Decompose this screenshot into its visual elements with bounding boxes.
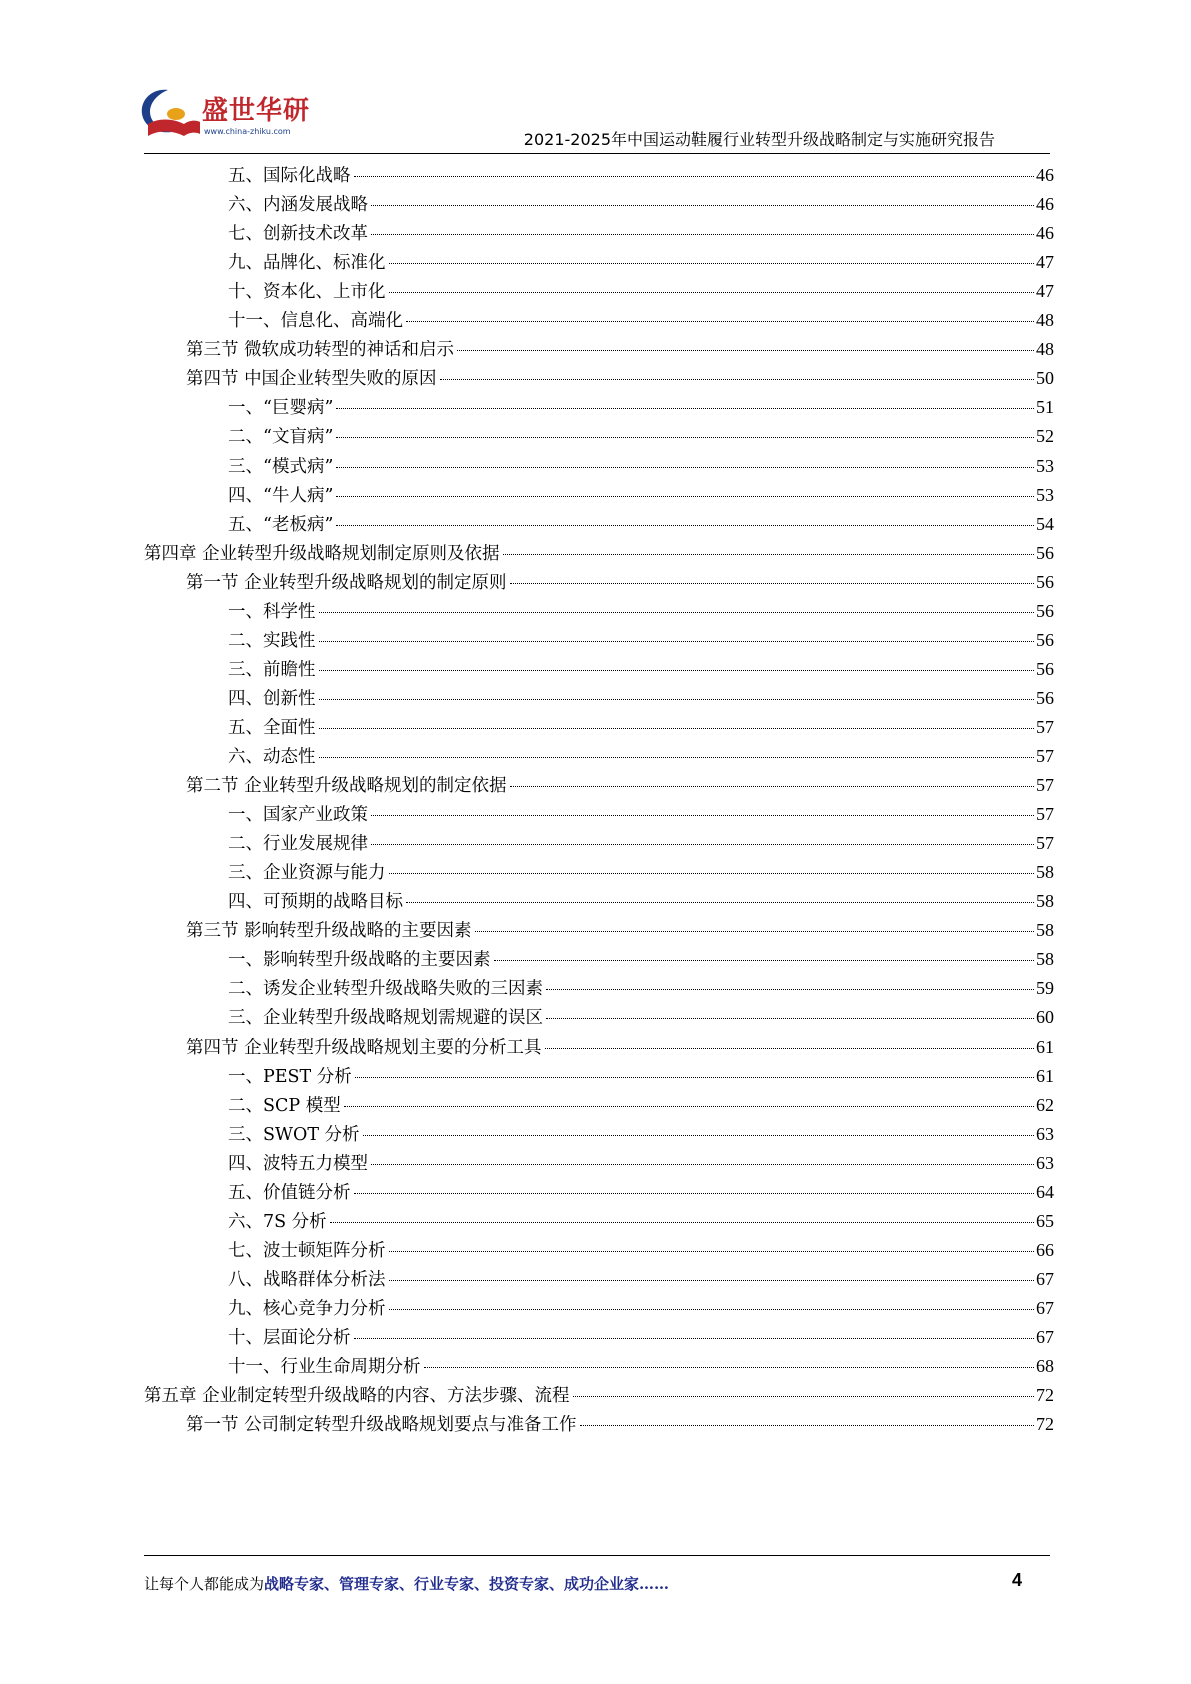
toc-entry-page: 57 <box>1036 746 1054 766</box>
toc-entry-label: 三、“模式病” <box>228 456 334 477</box>
toc-entry-page: 52 <box>1036 426 1054 447</box>
toc-leader-dots <box>371 815 1034 816</box>
toc-entry[interactable] <box>228 857 1054 888</box>
toc-entry-label: 五、全面性 <box>228 717 316 738</box>
toc-entry-page: 56 <box>1036 658 1054 679</box>
toc-entry-label: 二、SCP 模型 <box>228 1095 341 1116</box>
toc-leader-dots <box>319 641 1035 642</box>
toc-entry-label: 第三节 微软成功转型的神话和启示 <box>186 340 455 361</box>
toc-leader-dots <box>475 931 1034 932</box>
toc-entry-page: 67 <box>1036 1297 1054 1318</box>
toc-leader-dots <box>330 1222 1034 1223</box>
toc-leader-dots <box>354 1193 1035 1194</box>
toc-entry-label: 三、SWOT 分析 <box>228 1124 360 1145</box>
toc-entry-page: 64 <box>1036 1181 1054 1202</box>
toc-leader-dots <box>580 1425 1034 1426</box>
toc-leader-dots <box>546 1018 1034 1019</box>
toc-entry-page: 56 <box>1036 571 1054 592</box>
toc-entry-label: 二、实践性 <box>228 630 316 651</box>
toc-entry-label: 五、国际化战略 <box>228 166 351 186</box>
toc-entry-page: 46 <box>1036 223 1054 244</box>
toc-leader-dots <box>336 437 1034 438</box>
toc-entry[interactable] <box>228 654 1054 685</box>
toc-entry-label: 六、7S 分析 <box>228 1211 327 1232</box>
toc-entry[interactable] <box>186 1032 1054 1063</box>
toc-entry-page: 66 <box>1036 1239 1054 1260</box>
toc-entry-page: 56 <box>1036 542 1054 563</box>
toc-entry-label: 第四节 中国企业转型失败的原因 <box>186 369 437 390</box>
toc-entry[interactable] <box>228 1090 1054 1121</box>
footer-slogan-highlight: 战略专家、管理专家、行业专家、投资专家、成功企业家…… <box>264 1575 670 1593</box>
toc-entry[interactable] <box>228 712 1054 743</box>
toc-entry-page: 47 <box>1036 252 1054 273</box>
toc-entry-label: 二、行业发展规律 <box>228 834 368 855</box>
toc-leader-dots <box>355 1077 1034 1078</box>
toc-entry-label: 一、PEST 分析 <box>228 1066 352 1087</box>
toc-entry-label: 第二节 企业转型升级战略规划的制定依据 <box>186 776 507 797</box>
toc-entry[interactable] <box>228 1322 1054 1353</box>
toc-leader-dots <box>336 408 1034 409</box>
toc-entry[interactable] <box>228 189 1054 220</box>
toc-entry[interactable] <box>144 1380 1054 1411</box>
toc-entry-page: 72 <box>1036 1385 1054 1406</box>
toc-entry-label: 四、“牛人病” <box>228 485 334 506</box>
toc-entry-page: 67 <box>1036 1327 1054 1347</box>
toc-entry-page: 61 <box>1036 1036 1054 1057</box>
toc-entry-label: 第一节 企业转型升级战略规划的制定原则 <box>186 572 507 593</box>
toc-leader-dots <box>424 1367 1035 1368</box>
footer-divider <box>144 1555 1050 1556</box>
toc-entry[interactable] <box>228 276 1054 307</box>
toc-entry-label: 四、创新性 <box>228 688 316 709</box>
toc-entry[interactable] <box>228 1148 1054 1179</box>
toc-leader-dots <box>319 670 1035 671</box>
toc-entry-page: 57 <box>1036 804 1054 825</box>
toc-entry[interactable] <box>228 160 1054 191</box>
toc-leader-dots <box>546 989 1034 990</box>
toc-entry[interactable] <box>228 421 1054 452</box>
toc-entry[interactable] <box>186 334 1054 365</box>
toc-entry-page: 61 <box>1036 1065 1054 1086</box>
toc-entry-label: 十一、行业生命周期分析 <box>228 1357 421 1378</box>
toc-entry[interactable] <box>228 305 1054 336</box>
toc-leader-dots <box>319 728 1035 729</box>
toc-entry-label: 一、科学性 <box>228 601 316 622</box>
toc-leader-dots <box>319 612 1035 613</box>
toc-leader-dots <box>389 292 1035 293</box>
toc-leader-dots <box>371 205 1034 206</box>
brand-url: www.china-zhiku.com <box>204 127 291 136</box>
toc-entry[interactable] <box>228 1002 1054 1033</box>
toc-entry[interactable] <box>228 944 1054 975</box>
footer-slogan-prefix: 让每个人都能成为 <box>144 1575 265 1593</box>
toc-leader-dots <box>354 1338 1035 1339</box>
toc-entry-label: 第四节 企业转型升级战略规划主要的分析工具 <box>186 1037 542 1058</box>
toc-entry[interactable] <box>228 625 1054 656</box>
toc-entry-page: 62 <box>1036 1094 1054 1115</box>
toc-entry-label: 一、国家产业政策 <box>228 805 368 826</box>
toc-entry[interactable] <box>228 451 1054 482</box>
toc-entry[interactable] <box>228 596 1054 627</box>
toc-leader-dots <box>363 1135 1034 1136</box>
toc-entry-label: 六、内涵发展战略 <box>228 195 368 216</box>
toc-leader-dots <box>319 699 1035 700</box>
toc-leader-dots <box>573 1396 1034 1397</box>
toc-entry[interactable] <box>186 567 1054 598</box>
toc-entry-label: 九、品牌化、标准化 <box>228 253 386 274</box>
toc-entry[interactable] <box>228 509 1054 540</box>
toc-leader-dots <box>371 1164 1034 1165</box>
toc-entry-page: 47 <box>1036 281 1054 302</box>
toc-leader-dots <box>336 525 1034 526</box>
toc-entry-page: 58 <box>1036 891 1054 912</box>
toc-entry-page: 63 <box>1036 1123 1054 1144</box>
toc-entry-label: 五、价值链分析 <box>228 1182 351 1203</box>
toc-entry[interactable] <box>186 1409 1054 1440</box>
toc-entry-page: 58 <box>1036 949 1054 970</box>
toc-entry[interactable] <box>228 886 1054 917</box>
toc-entry-label: 十一、信息化、高端化 <box>228 311 403 332</box>
toc-entry-label: 八、战略群体分析法 <box>228 1269 386 1290</box>
toc-entry-page: 53 <box>1036 484 1054 505</box>
toc-entry[interactable] <box>228 218 1054 249</box>
toc-entry[interactable] <box>228 1235 1054 1266</box>
toc-entry-label: 十、资本化、上市化 <box>228 282 386 303</box>
toc-entry-page: 60 <box>1036 1007 1054 1028</box>
toc-entry-page: 56 <box>1036 629 1054 650</box>
toc-leader-dots <box>389 1309 1035 1310</box>
toc-entry[interactable] <box>186 363 1054 394</box>
toc-entry[interactable] <box>228 1351 1054 1382</box>
toc-entry-page: 58 <box>1036 862 1054 883</box>
toc-entry[interactable] <box>228 1293 1054 1324</box>
toc-entry-label: 第三节 影响转型升级战略的主要因素 <box>186 921 472 942</box>
toc-entry-label: 一、“巨婴病” <box>228 398 334 419</box>
toc-entry-label: 第一节 公司制定转型升级战略规划要点与准备工作 <box>186 1415 577 1436</box>
toc-entry-page: 57 <box>1036 833 1054 854</box>
toc-entry-page: 50 <box>1036 368 1054 389</box>
toc-leader-dots <box>510 786 1034 787</box>
toc-leader-dots <box>545 1048 1034 1049</box>
toc-entry[interactable] <box>228 1206 1054 1237</box>
toc-entry-page: 63 <box>1036 1152 1054 1173</box>
toc-entry-label: 第五章 企业制定转型升级战略的内容、方法步骤、流程 <box>144 1386 570 1407</box>
toc-leader-dots <box>371 234 1034 235</box>
toc-entry-label: 三、前瞻性 <box>228 659 316 680</box>
toc-entry-label: 第四章 企业转型升级战略规划制定原则及依据 <box>144 543 500 564</box>
toc-entry-page: 65 <box>1036 1210 1054 1231</box>
toc-entry[interactable] <box>228 799 1054 830</box>
toc-entry-label: 十、层面论分析 <box>228 1328 351 1348</box>
toc-entry-page: 57 <box>1036 775 1054 796</box>
toc-entry[interactable] <box>228 247 1054 278</box>
toc-entry[interactable] <box>186 770 1054 801</box>
toc-leader-dots <box>406 321 1034 322</box>
toc-entry-page: 51 <box>1036 397 1054 418</box>
toc-entry-page: 72 <box>1036 1414 1054 1435</box>
toc-entry[interactable] <box>144 538 1054 569</box>
toc-entry-page: 58 <box>1036 920 1054 941</box>
report-title: 2021-2025年中国运动鞋履行业转型升级战略制定与实施研究报告 <box>523 130 995 149</box>
toc-leader-dots <box>503 554 1034 555</box>
toc-leader-dots <box>319 757 1035 758</box>
toc-leader-dots <box>494 960 1035 961</box>
toc-entry-label: 二、“文盲病” <box>228 427 334 448</box>
header-divider <box>144 153 1050 154</box>
brand-logo-icon <box>138 84 202 144</box>
brand-logo <box>138 84 311 148</box>
toc-leader-dots <box>406 902 1034 903</box>
toc-entry-label: 五、“老板病” <box>228 514 334 535</box>
toc-entry[interactable] <box>186 915 1054 946</box>
toc-leader-dots <box>336 467 1034 468</box>
toc-leader-dots <box>440 379 1034 380</box>
toc-entry-label: 四、可预期的战略目标 <box>228 892 403 913</box>
toc-entry-label: 四、波特五力模型 <box>228 1153 368 1174</box>
toc-entry-page: 56 <box>1036 600 1054 621</box>
toc-entry-page: 46 <box>1036 194 1054 215</box>
toc-entry[interactable] <box>228 973 1054 1004</box>
toc-entry[interactable] <box>228 1177 1054 1208</box>
toc-entry[interactable] <box>228 1264 1054 1295</box>
toc-leader-dots <box>389 873 1035 874</box>
toc-entry-page: 54 <box>1036 513 1054 534</box>
toc-entry[interactable] <box>228 1119 1054 1150</box>
toc-leader-dots <box>510 583 1034 584</box>
toc-entry-page: 57 <box>1036 716 1054 737</box>
page-header <box>0 0 1191 160</box>
toc-entry-page: 53 <box>1036 455 1054 476</box>
toc-entry[interactable] <box>228 828 1054 859</box>
toc-entry-label: 三、企业资源与能力 <box>228 863 386 884</box>
toc-entry-page: 48 <box>1036 339 1054 360</box>
toc-entry-label: 九、核心竞争力分析 <box>228 1298 386 1319</box>
toc-entry-page: 46 <box>1036 165 1054 185</box>
page-number: 4 <box>1012 1570 1023 1590</box>
toc-entry-page: 59 <box>1036 978 1054 999</box>
toc-leader-dots <box>457 350 1034 351</box>
toc-entry-page: 48 <box>1036 310 1054 331</box>
toc-entry[interactable] <box>228 741 1054 772</box>
toc-entry[interactable] <box>228 1061 1054 1092</box>
toc-entry[interactable] <box>228 683 1054 714</box>
brand-name: 盛世华研 <box>202 96 311 126</box>
toc-entry-label: 七、波士顿矩阵分析 <box>228 1240 386 1261</box>
toc-leader-dots <box>371 844 1034 845</box>
toc-leader-dots <box>344 1106 1034 1107</box>
toc-entry-page: 56 <box>1036 687 1054 708</box>
page-footer <box>144 1573 1050 1594</box>
toc-entry-label: 六、动态性 <box>228 747 316 767</box>
toc-entry-page: 68 <box>1036 1356 1054 1377</box>
toc-leader-dots <box>336 496 1034 497</box>
toc-entry-label: 一、影响转型升级战略的主要因素 <box>228 950 491 971</box>
toc-leader-dots <box>389 1251 1035 1252</box>
toc-entry[interactable] <box>228 480 1054 511</box>
toc-leader-dots <box>389 263 1035 264</box>
toc-entry-label: 七、创新技术改革 <box>228 224 368 245</box>
toc-entry-label: 三、企业转型升级战略规划需规避的误区 <box>228 1008 543 1029</box>
toc-leader-dots <box>389 1280 1035 1281</box>
toc-entry-page: 67 <box>1036 1268 1054 1289</box>
toc-entry-label: 二、诱发企业转型升级战略失败的三因素 <box>228 979 543 1000</box>
toc-entry[interactable] <box>228 392 1054 423</box>
toc-leader-dots <box>354 176 1035 177</box>
